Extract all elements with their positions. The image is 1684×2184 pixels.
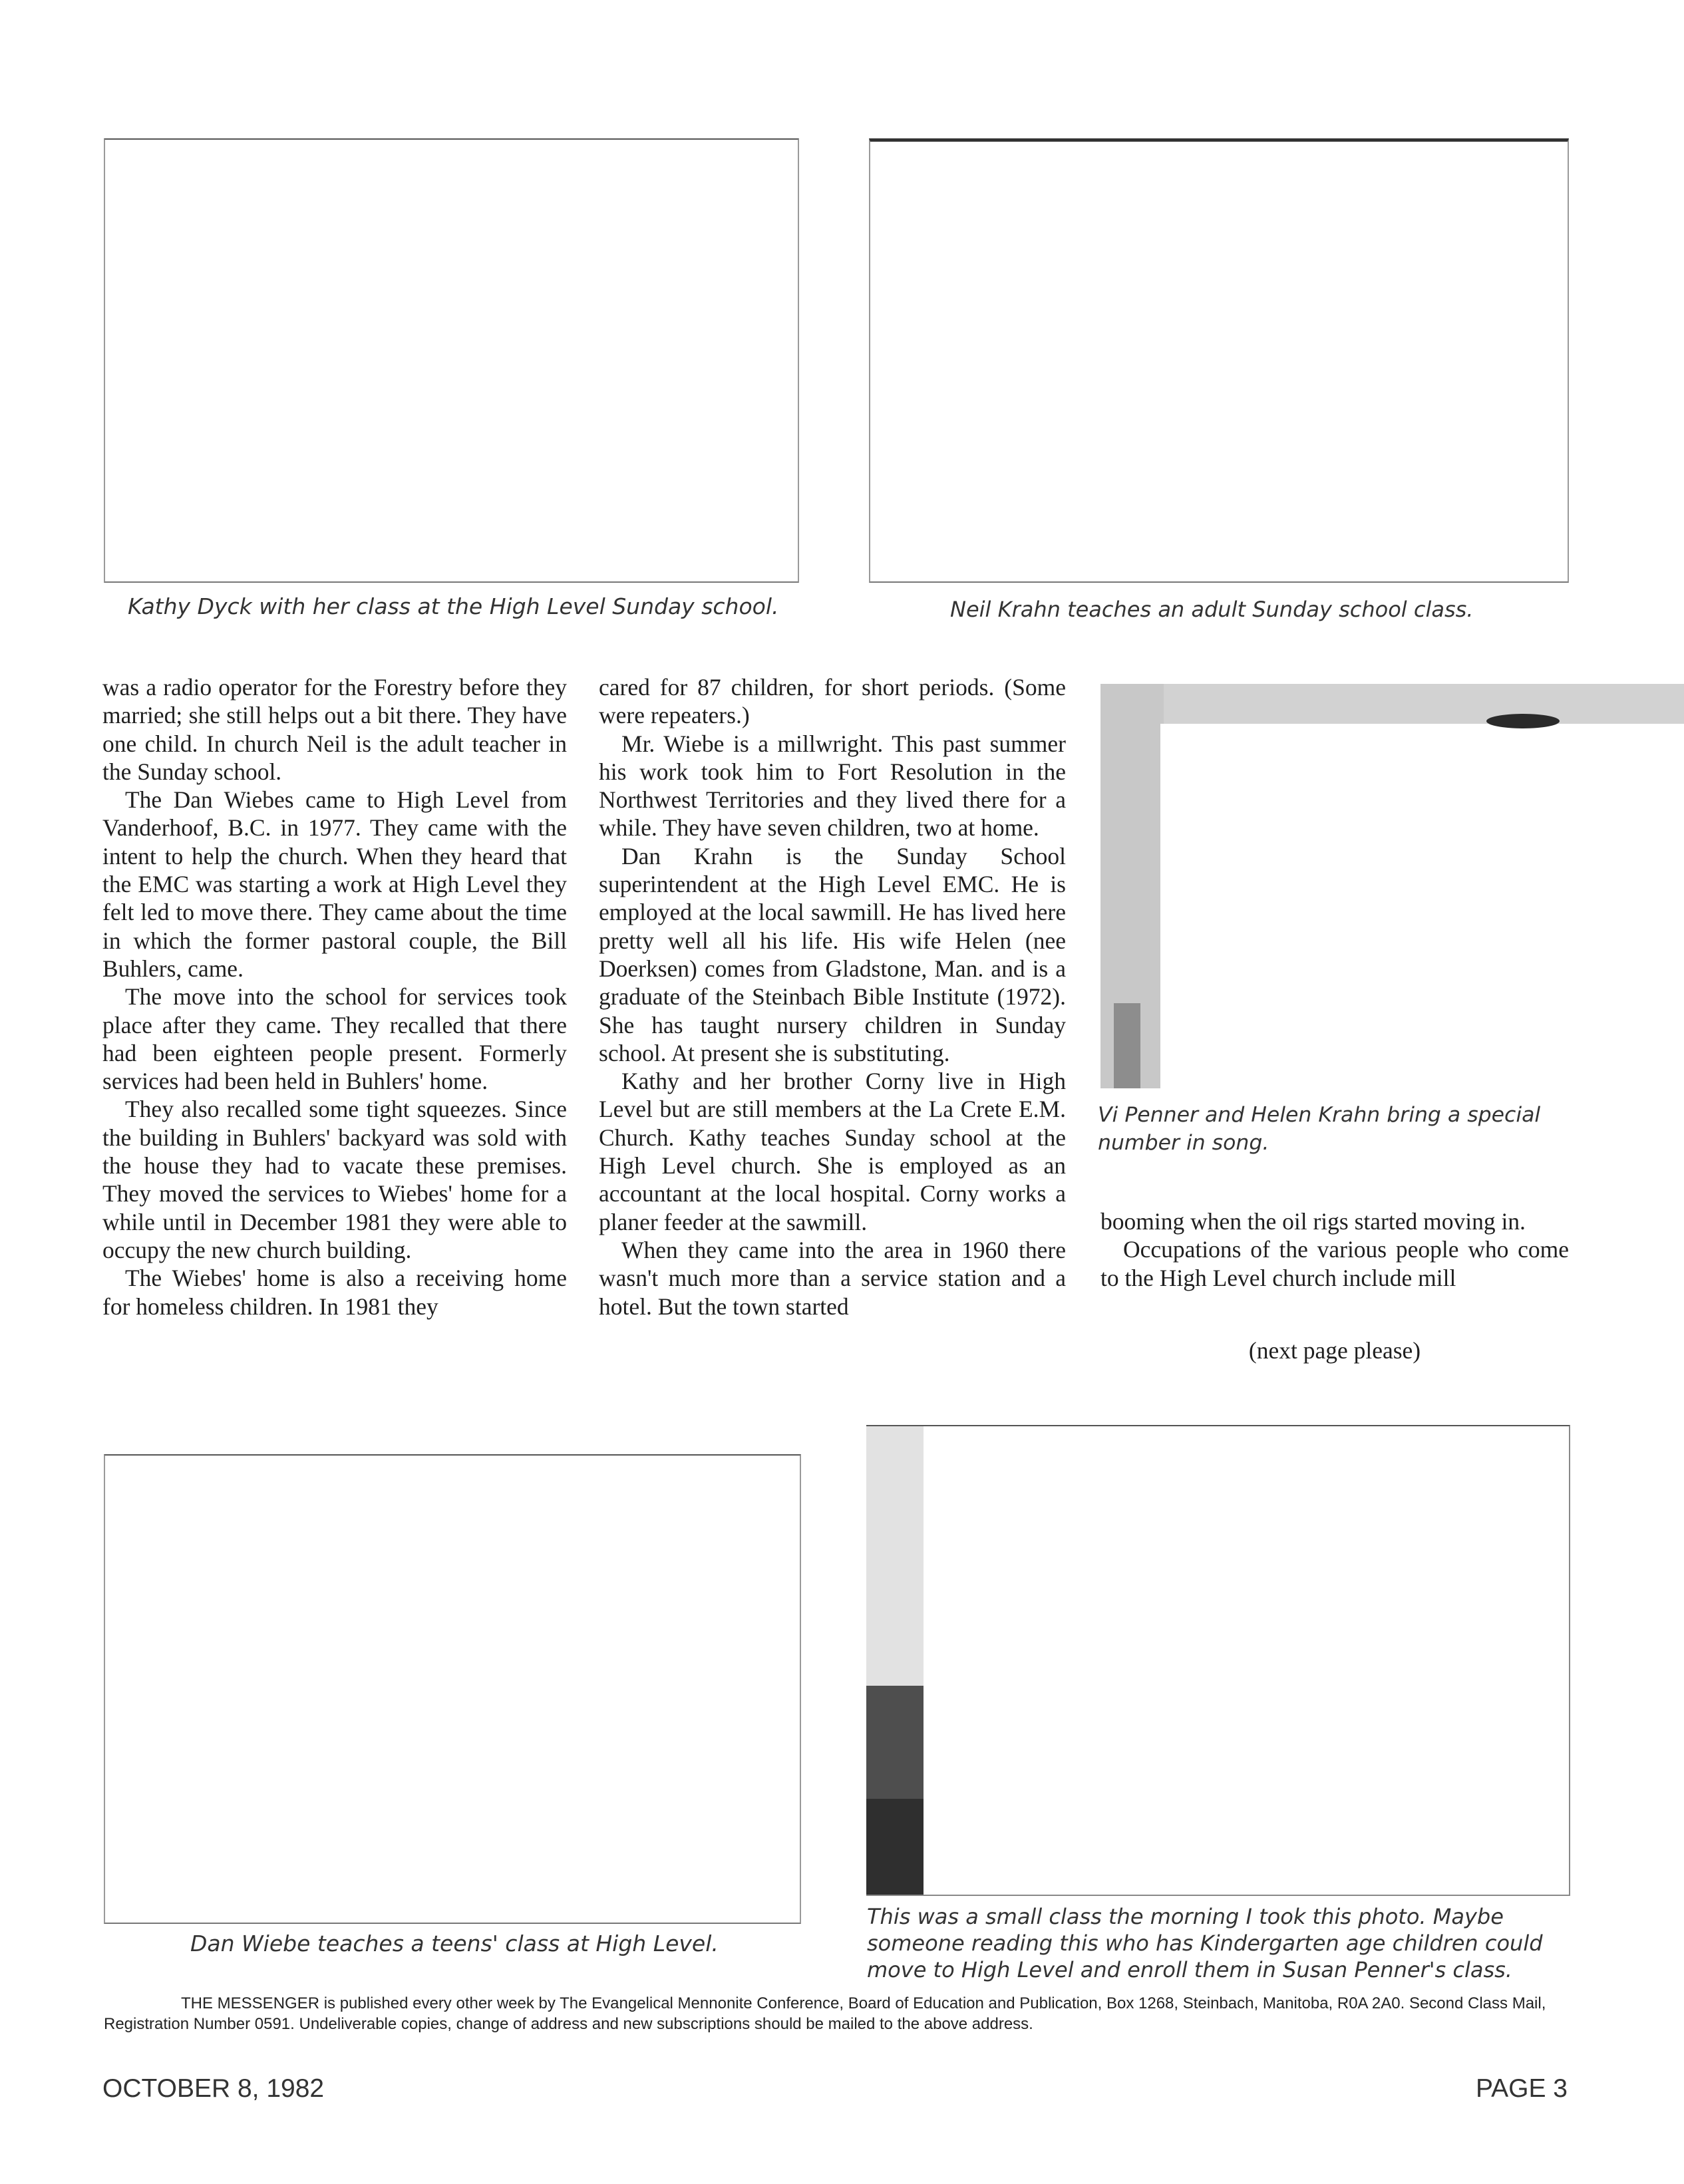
paragraph: The Dan Wiebes came to High Level from Vanderhoof, B.C. in 1977. They came with the intent to help the church. When they heard that the EMC was starting a work at High Level they felt led to move there. They came about the time in which the former pastoral couple, the Bill Buhlers, came. [102,786,567,982]
paragraph: The move into the school for services took place after they came. They recalled that there had been eighteen people present. Formerly services had been held in Buhlers' home. [102,983,567,1095]
photo-kindergarten-class [866,1425,1570,1896]
paragraph: booming when the oil rigs started moving in. [1100,1208,1526,1235]
caption-top-left: Kathy Dyck with her class at the High Level Sunday school. [128,593,779,619]
photo-vi-penner-helen-krahn [1100,684,1684,1088]
continued-notice: (next page please) [1248,1337,1421,1364]
caption-top-right: Neil Krahn teaches an adult Sunday school class. [950,597,1474,622]
caption-bottom-left: Dan Wiebe teaches a teens' class at High Level. [190,1931,719,1956]
page-number: PAGE 3 [1475,2074,1568,2103]
paragraph: cared for 87 children, for short periods. (Some were repeaters.) [599,674,1066,729]
article-column-3 [1100,1207,1569,1292]
paragraph: Mr. Wiebe is a millwright. This past summer his work took him to Fort Resolution in the Northwest Territories and they lived there for a while. They have seven children, two at home. [599,730,1066,842]
photo-neil-krahn-class [869,138,1569,583]
caption-bottom-right: This was a small class the morning I took this photo. Maybe someone reading this who has Kindergarten age children could move to High Level and enroll them in Susan Penner's class. [867,1904,1543,1982]
paragraph: They also recalled some tight squeezes. Since the building in Buhlers' backyard was sold with the house they had to vacate these premises. They moved the services to Wiebes' home for a while until in December 1981 they were able to occupy the new church building. [102,1096,567,1263]
paragraph: The Wiebes' home is also a receiving home for homeless children. In 1981 they [102,1265,567,1320]
paragraph: When they came into the area in 1960 there wasn't much more than a service station and a hotel. But the town started [599,1236,1066,1320]
article-column-2 [599,673,1066,1321]
photo-kathy-dyck-class [104,138,799,583]
paragraph: Kathy and her brother Corny live in High Level but are still members at the La Crete E.M. Church. Kathy teaches Sunday school at the High Level church. She is employed as an accountant at the local hospital. Corny works a planer feeder at the sawmill. [599,1068,1066,1235]
publication-note: THE MESSENGER is published every other week by The Evangelical Mennonite Conference, Board of Education and Publication, Box 1268, Steinbach, Manitoba, R0A 2A0. Second Class Mail, Registration Number 0591. Undeliverable copies, change of address and new subscriptions should be mailed to the above address. [104,1994,1546,2033]
caption-mid-right: Vi Penner and Helen Krahn bring a special number in song. [1098,1103,1541,1155]
photo-dan-wiebe-teens-class [104,1454,801,1924]
paragraph: Dan Krahn is the Sunday School superintendent at the High Level EMC. He is employed at the local sawmill. He has lived here pretty well all his life. His wife Helen (nee Doerksen) comes from Gladstone, Man. and is a graduate of the Steinbach Bible Institute (1972). She has taught nursery children in Sunday school. At present she is substituting. [599,842,1066,1066]
issue-date: OCTOBER 8, 1982 [102,2074,325,2103]
paragraph: was a radio operator for the Forestry before they married; she still helps out a bit there. They have one child. In church Neil is the adult teacher in the Sunday school. [102,674,567,785]
article-column-1 [102,673,567,1321]
paragraph: Occupations of the various people who come to the High Level church include mill [1100,1236,1569,1291]
